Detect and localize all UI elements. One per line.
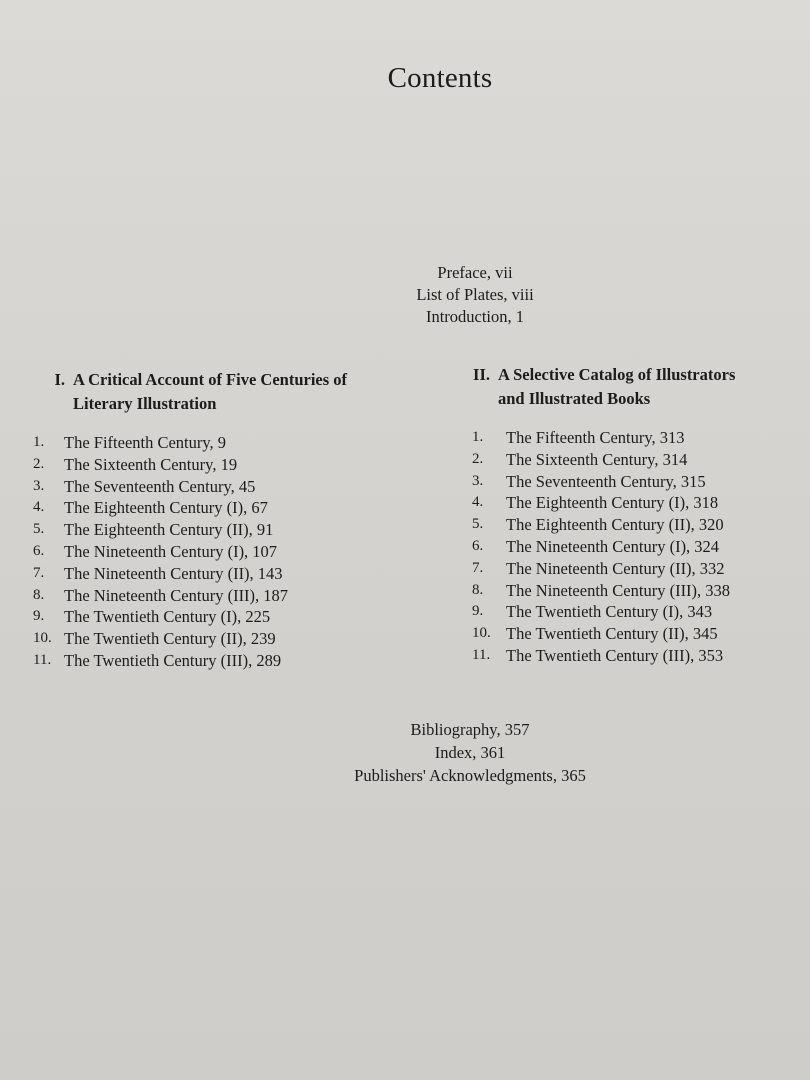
back-matter-item: Bibliography, 357	[410, 720, 530, 739]
chapter-entry	[33, 476, 433, 498]
chapter-entry	[472, 449, 802, 471]
chapter-entry	[33, 432, 433, 454]
chapter-title: The Nineteenth Century (I), 324	[506, 536, 720, 556]
chapter-number: 9.	[33, 608, 45, 625]
chapter-entry	[33, 519, 433, 541]
chapter-title: The Eighteenth Century (I), 67	[64, 498, 268, 518]
chapter-entry	[33, 541, 433, 563]
chapter-entry	[472, 645, 802, 667]
chapter-entry	[472, 427, 802, 449]
part-two-heading-line: A Selective Catalog of Illustrators	[498, 365, 736, 384]
chapter-title: The Seventeenth Century, 315	[506, 471, 706, 491]
chapter-number: 3.	[472, 472, 484, 489]
chapter-number: 5.	[33, 521, 45, 538]
back-matter-item: Index, 361	[434, 743, 506, 762]
part-two-numeral: II.	[473, 365, 490, 384]
chapter-number: 4.	[472, 494, 484, 511]
chapter-title: The Twentieth Century (III), 289	[64, 650, 282, 670]
part-two-section	[472, 363, 802, 667]
part-one-heading	[33, 368, 433, 416]
chapter-number: 5.	[472, 516, 484, 533]
part-two-chapter-list	[472, 427, 802, 667]
chapter-title: The Eighteenth Century (I), 318	[506, 493, 719, 513]
chapter-title: The Seventeenth Century, 45	[64, 476, 256, 496]
chapter-number: 3.	[33, 477, 45, 494]
chapter-title: The Nineteenth Century (III), 187	[64, 585, 289, 605]
page-title: Contents	[387, 62, 493, 94]
chapter-number: 8.	[472, 581, 484, 598]
part-two-heading	[472, 363, 802, 411]
part-one-heading-line: Literary Illustration	[73, 394, 217, 413]
part-one-chapter-list	[33, 432, 433, 672]
chapter-entry	[472, 580, 802, 602]
part-one-numeral: I.	[54, 370, 65, 389]
chapter-entry	[472, 471, 802, 493]
chapter-title: The Eighteenth Century (II), 91	[64, 520, 274, 540]
chapter-number: 2.	[472, 450, 484, 467]
chapter-number: 7.	[33, 564, 45, 581]
chapter-entry	[33, 628, 433, 650]
chapter-title: The Eighteenth Century (II), 320	[506, 515, 724, 535]
chapter-entry	[472, 514, 802, 536]
chapter-title: The Nineteenth Century (I), 107	[64, 541, 278, 561]
chapter-title: The Twentieth Century (III), 353	[506, 645, 724, 665]
chapter-number: 1.	[472, 429, 484, 445]
chapter-entry	[33, 563, 433, 585]
chapter-title: The Twentieth Century (I), 225	[64, 607, 271, 627]
chapter-entry	[472, 623, 802, 645]
part-one-section	[33, 368, 433, 672]
chapter-entry	[472, 492, 802, 514]
front-matter-list	[0, 262, 810, 328]
chapter-title: The Nineteenth Century (II), 143	[64, 563, 283, 583]
chapter-entry	[33, 585, 433, 607]
chapter-entry	[33, 606, 433, 628]
chapter-entry	[33, 454, 433, 476]
chapter-title: The Twentieth Century (I), 343	[506, 602, 713, 622]
chapter-number: 8.	[33, 586, 45, 603]
chapter-title: The Sixteenth Century, 19	[64, 454, 238, 474]
chapter-entry	[472, 558, 802, 580]
chapter-title: The Nineteenth Century (II), 332	[506, 558, 725, 578]
chapter-entry	[472, 536, 802, 558]
part-one-heading-line: A Critical Account of Five Centuries of	[73, 370, 348, 389]
chapter-entry	[33, 650, 433, 672]
chapter-number: 1.	[33, 434, 45, 450]
chapter-number: 4.	[33, 499, 45, 516]
chapter-title: The Fifteenth Century, 313	[506, 428, 685, 447]
chapter-number: 10.	[33, 630, 52, 647]
front-matter-item: Introduction, 1	[425, 307, 525, 326]
chapter-number: 10.	[472, 625, 491, 642]
back-matter-item: Publishers' Acknowledgments, 365	[354, 766, 586, 785]
chapter-title: The Sixteenth Century, 314	[506, 449, 688, 469]
chapter-number: 11.	[472, 646, 491, 663]
chapter-title: The Twentieth Century (II), 239	[64, 629, 276, 649]
chapter-number: 7.	[472, 559, 484, 576]
part-two-heading-line: and Illustrated Books	[498, 389, 651, 408]
chapter-number: 9.	[472, 603, 484, 620]
chapter-entry	[33, 497, 433, 519]
chapter-number: 2.	[33, 455, 45, 472]
chapter-title: The Nineteenth Century (III), 338	[506, 580, 731, 600]
front-matter-item: Preface, vii	[437, 263, 513, 282]
back-matter-list	[0, 718, 810, 787]
chapter-number: 11.	[33, 651, 52, 668]
chapter-number: 6.	[472, 537, 484, 554]
chapter-number: 6.	[33, 542, 45, 559]
front-matter-item: List of Plates, viii	[416, 285, 534, 304]
chapter-title: The Fifteenth Century, 9	[64, 433, 227, 452]
chapter-title: The Twentieth Century (II), 345	[506, 624, 718, 644]
chapter-entry	[472, 601, 802, 623]
